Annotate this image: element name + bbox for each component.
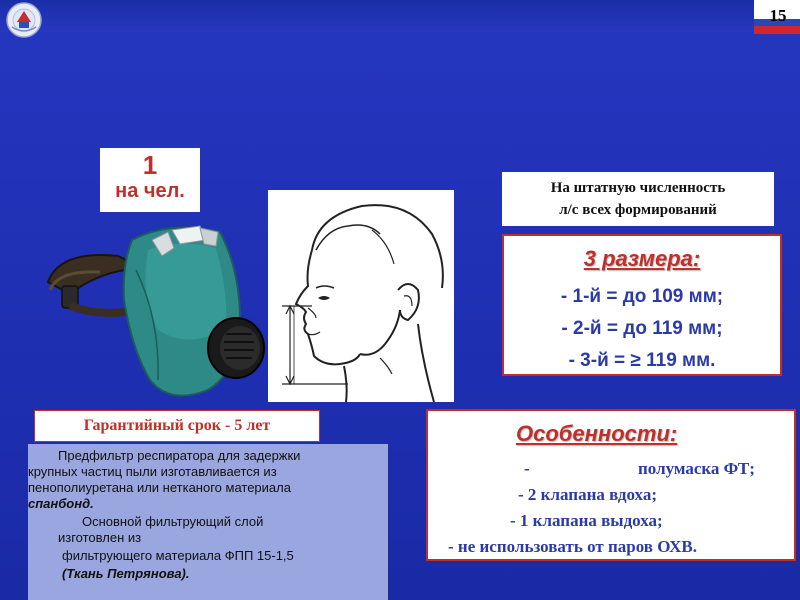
- prefilter-line-5: Основной фильтрующий слой: [82, 514, 264, 529]
- sizes-box: [502, 234, 782, 376]
- prefilter-line-8: (Ткань Петрянова).: [62, 566, 190, 581]
- prefilter-line-4: спанбонд.: [28, 496, 94, 511]
- top-strip: [0, 0, 800, 32]
- size-item-1: - 1-й = до 109 мм;: [560, 286, 724, 307]
- per-person-text: на чел.: [115, 180, 185, 202]
- staffing-line-2: л/с всех формирований: [559, 202, 717, 218]
- prefilter-line-3: пенополиуретана или нетканого материала: [28, 480, 291, 495]
- head-profile-image: [268, 190, 454, 402]
- size-item-3: - 3-й = ≥ 119 мм.: [568, 350, 716, 371]
- features-title: Особенности:: [516, 421, 678, 446]
- prefilter-panel: [28, 444, 382, 600]
- feature-line-1: полумаска ФТ;: [638, 459, 755, 478]
- per-person-label: [100, 148, 200, 212]
- features-box: [426, 409, 796, 561]
- sizes-title: 3 размера:: [583, 246, 701, 271]
- staffing-line-1: На штатную численность: [550, 180, 726, 196]
- feature-line-4: - не использовать от паров ОХВ.: [448, 537, 697, 556]
- feature-line-1-dash: -: [524, 459, 530, 478]
- respirator-image: [40, 210, 280, 405]
- staffing-label: [502, 172, 774, 226]
- prefilter-line-2: крупных частиц пыли изготавливается из: [28, 464, 277, 479]
- slide-number: 15: [769, 6, 787, 25]
- feature-line-2: - 2 клапана вдоха;: [518, 485, 657, 504]
- emblem-icon: [2, 0, 46, 40]
- feature-line-3: - 1 клапана выдоха;: [510, 511, 663, 530]
- prefilter-line-1: Предфильтр респиратора для задержки: [58, 448, 301, 463]
- prefilter-line-6: изготовлен из: [58, 530, 142, 545]
- warranty-label: Гарантийный срок - 5 лет: [34, 410, 320, 442]
- per-person-number: 1: [142, 150, 158, 180]
- size-item-2: - 2-й = до 119 мм;: [561, 318, 723, 339]
- head-profile-drawing: [268, 190, 454, 402]
- prefilter-line-7: фильтрующего материала ФПП 15-1,5: [62, 548, 294, 563]
